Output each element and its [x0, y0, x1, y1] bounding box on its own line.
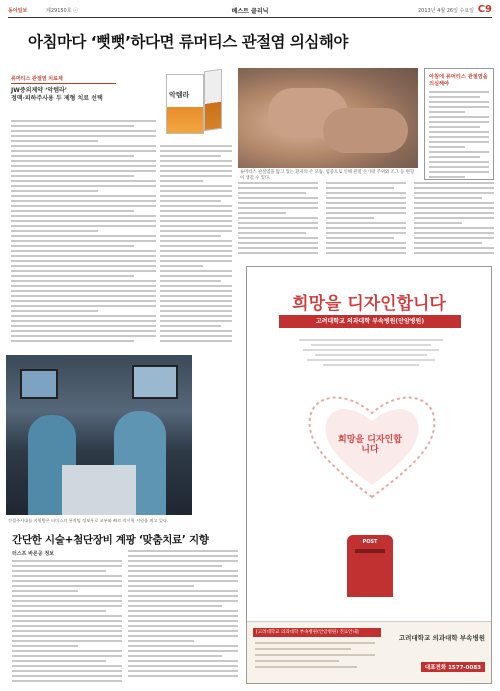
surgery-photo-caption: 간접주사대를 지원받은 터미스의 용직팀 정보우로 교부와 빠르 작시원 시원울 뫼고 있다. [8, 518, 169, 523]
ad-footer-banner: [고려대학교 의과대학 부속병원(안암병원) 진료안내] [253, 628, 381, 637]
second-article-column-1 [12, 550, 122, 685]
hands-photo-caption: 류머티스 관절염을 앓고 있는 환자의 손 모습. 염증으로 인해 관절 손가락 주위와 조그 등 변형이 생길 수 있다. [240, 170, 415, 181]
hospital-logo: 고려대학교 의과대학 부속병원 [398, 634, 485, 642]
article-tag: 류머티스 관절염 치료제 [11, 75, 116, 84]
page-number: C9 [477, 4, 492, 15]
second-article-column-2 [128, 550, 238, 680]
phone-number[interactable]: 대표전화 1577-0083 [421, 662, 485, 672]
post-box-graphic [347, 535, 393, 597]
second-headline: 간단한 시술+첨단장비 계팡 ‘맞춤치료’ 지향 [12, 534, 209, 546]
ad-footer [247, 621, 491, 683]
ad-banner: 고려대학교 의과대학 부속병원(안암병원) [279, 315, 461, 328]
drug-name: 악템라 [169, 91, 190, 99]
publication-name: 동아일보 [8, 8, 28, 14]
post-label: POST [362, 539, 378, 545]
sidebar-title: 아침에 류머티스 관절염을 의심해야 [429, 74, 488, 87]
sidebar-box [424, 68, 494, 180]
hands-photo [238, 68, 418, 168]
article-subhead: JW중외제약 ‘악템라’ 정맥·피하주사용 두 제형 치료 선택 [11, 87, 103, 102]
article-column-3 [238, 182, 318, 257]
drug-package-image [160, 68, 226, 136]
surgery-photo [6, 355, 192, 515]
second-article-subhead: 터스프 바른공 정보 [12, 551, 55, 557]
article-column-1 [11, 120, 156, 345]
heart-text: 희망을 디자인합니다 [338, 435, 402, 455]
issue-number: 제29150호 ⓒ [46, 8, 79, 14]
hospital-advertisement[interactable] [246, 266, 492, 684]
ad-title: 희망을 디자인합니다 [292, 294, 446, 314]
ad-body-text [291, 339, 451, 369]
page-header [8, 4, 492, 18]
issue-date: 2013년 4월 26일 수요일 [417, 8, 474, 14]
section-title: 베스트 클리닉 [231, 8, 269, 15]
article-tag-box [11, 75, 116, 103]
article-column-4 [326, 182, 406, 257]
article-column-2 [160, 145, 232, 345]
main-headline: 아침마다 ‘뻣뻣’하다면 류머티스 관절염 의심해야 [28, 33, 348, 51]
article-column-5 [414, 182, 494, 257]
